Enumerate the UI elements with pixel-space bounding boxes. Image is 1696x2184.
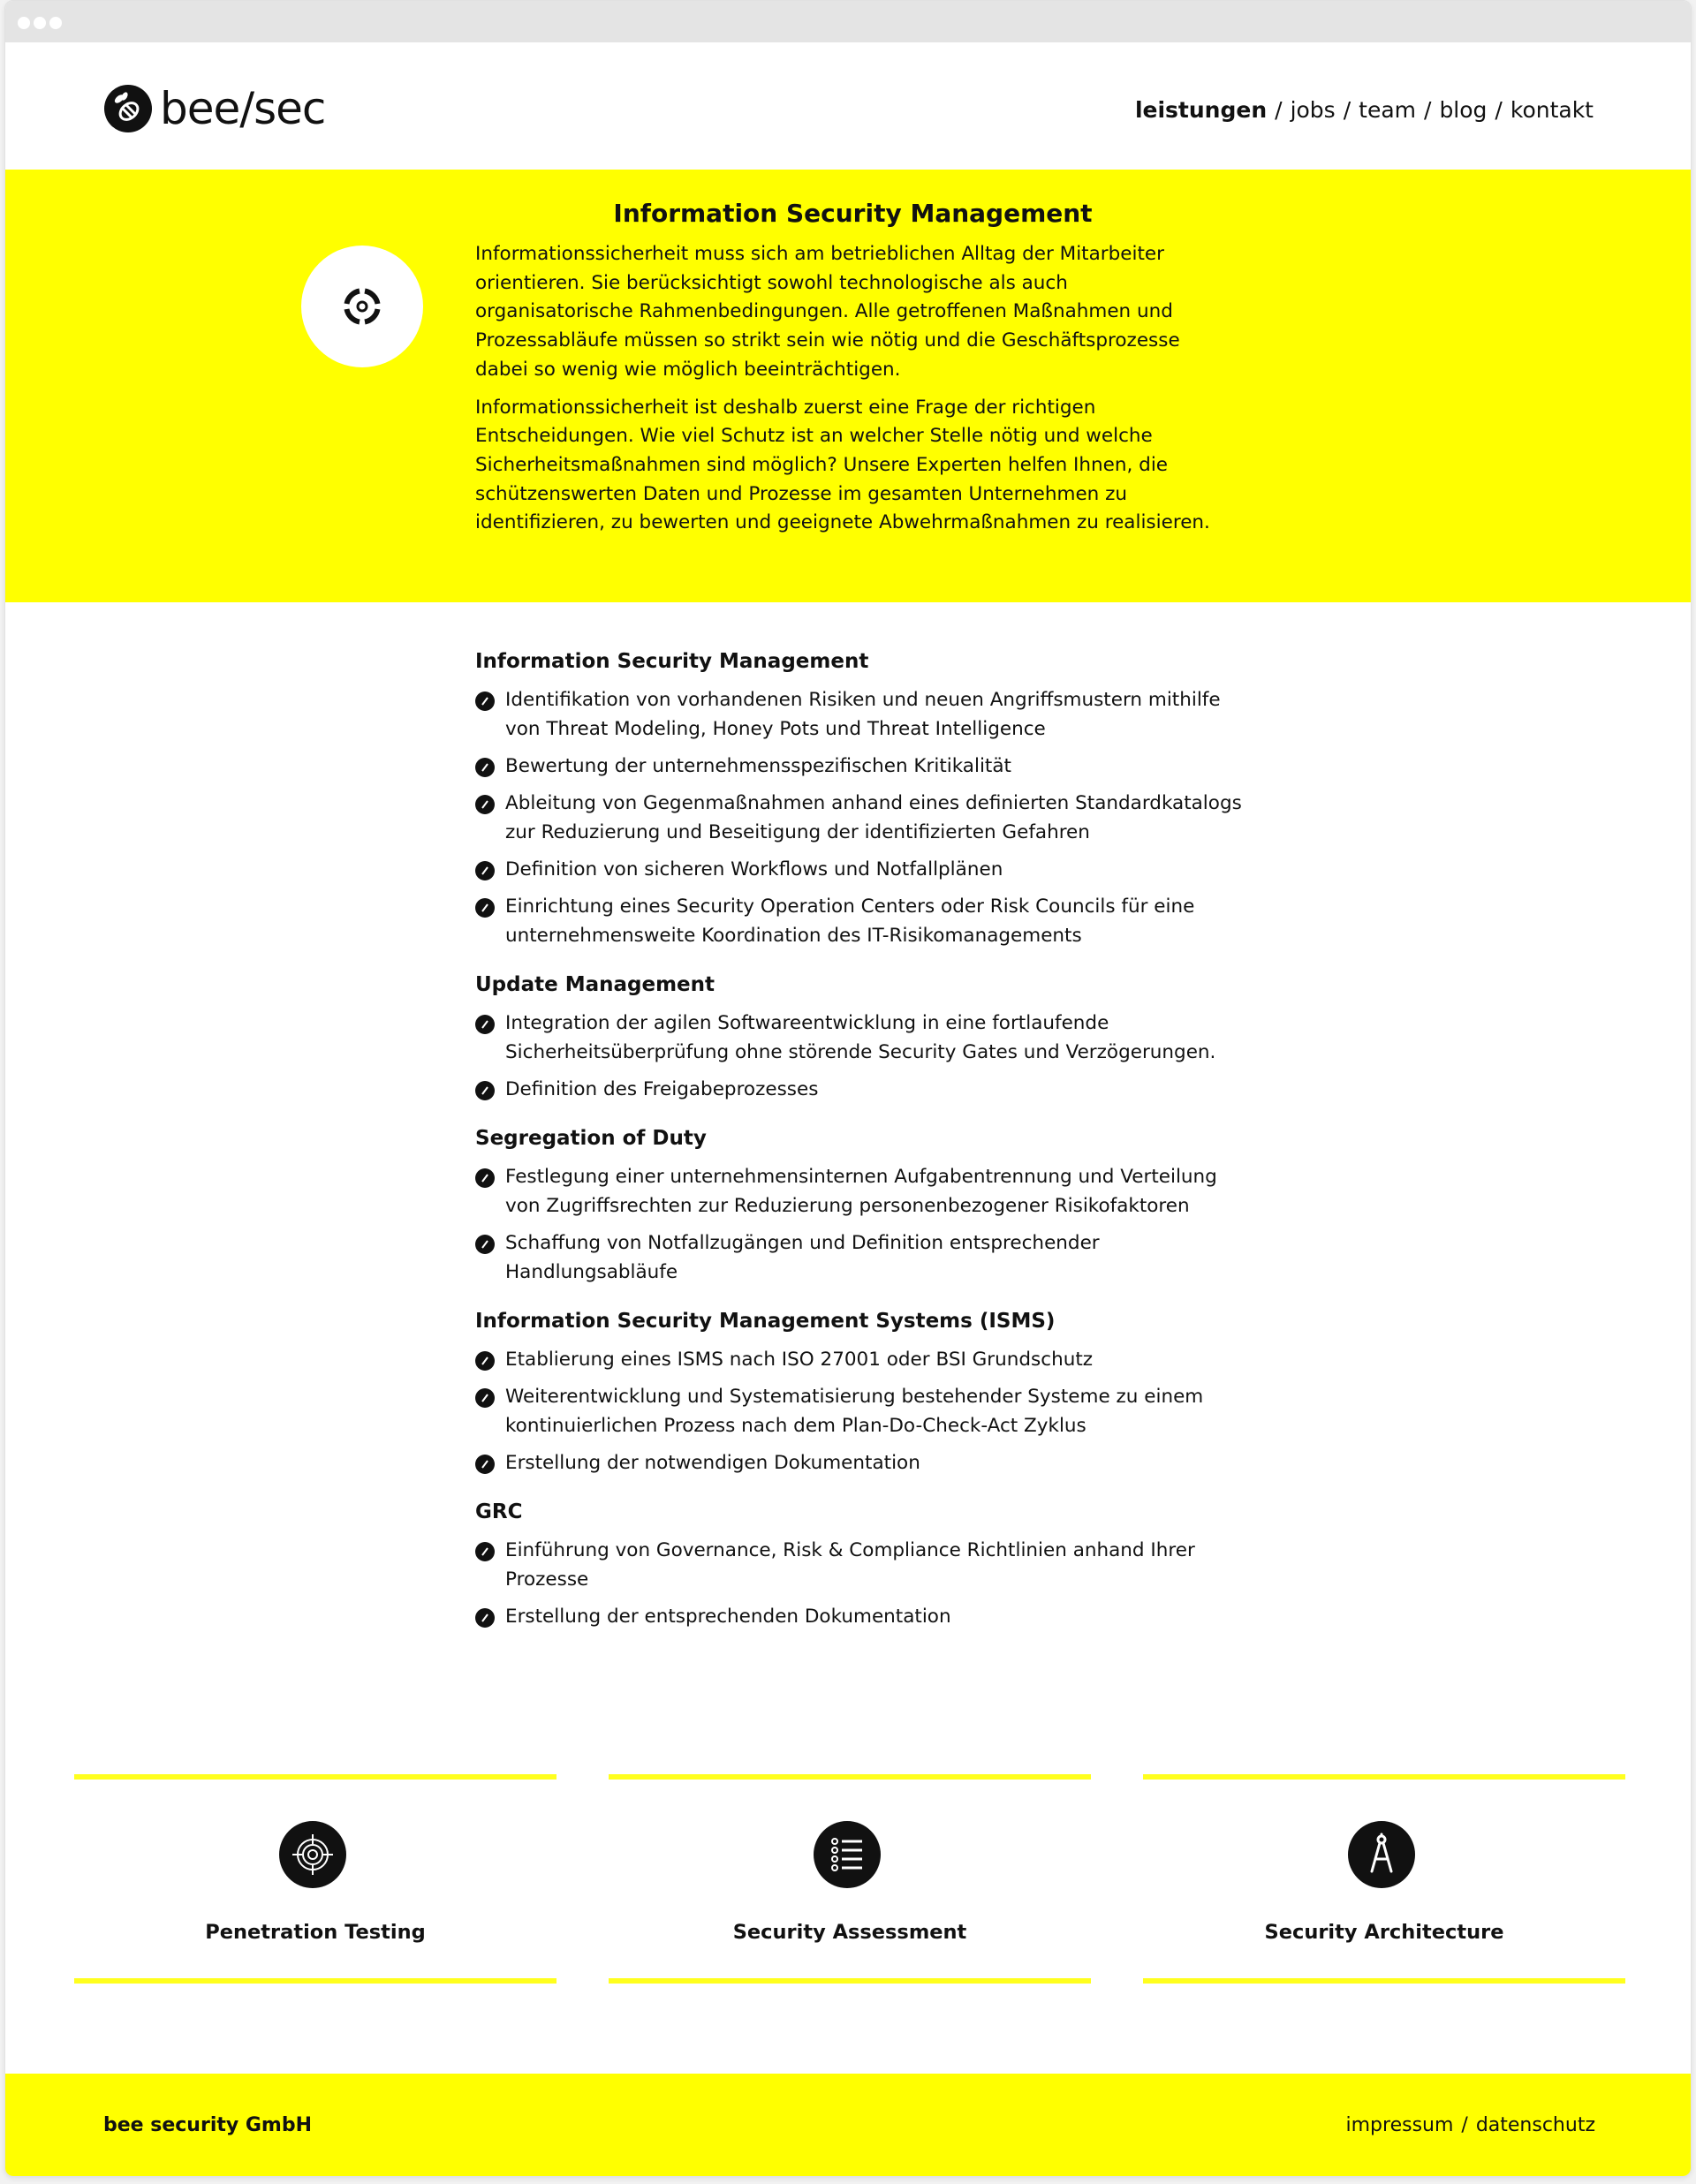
- card-icon-circle: [279, 1821, 346, 1888]
- list-item-text: Definition von sicheren Workflows und Notfallplänen: [505, 858, 1003, 880]
- company-name: bee security GmbH: [103, 2114, 313, 2136]
- hero-icon-circle: [301, 246, 423, 367]
- card-icon-circle: [1348, 1821, 1415, 1888]
- card-label: Security Architecture: [1264, 1921, 1504, 1944]
- nav-item-kontakt[interactable]: kontakt: [1510, 97, 1594, 123]
- list-item-text: Identifikation von vorhandenen Risiken und neuen Angriffsmustern mithilfe von Threat Modeling, Honey Pots und Threat Intelligence: [505, 689, 1221, 740]
- hero-text: [475, 240, 1217, 547]
- crosshair-target-icon: [291, 1833, 335, 1877]
- list-item: [475, 685, 1253, 744]
- list-item-text: Integration der agilen Softwareentwicklung in eine fortlaufende Sicherheitsüberprüfung ohne störende Security Gates und Verzögerungen.: [505, 1012, 1216, 1063]
- browser-chrome: [5, 1, 1691, 42]
- services-content: [475, 648, 1253, 1652]
- site-footer: [5, 2074, 1692, 2177]
- list-item: [475, 789, 1253, 847]
- nav-separator: /: [1343, 97, 1352, 123]
- nav-separator: /: [1275, 97, 1283, 123]
- list-item-text: Weiterentwicklung und Systematisierung bestehender Systeme zu einem kontinuierlichen Prozess nach dem Plan-Do-Check-Act Zyklus: [505, 1386, 1204, 1437]
- list-item-text: Erstellung der notwendigen Dokumentation: [505, 1452, 920, 1474]
- list-item-text: Ableitung von Gegenmaßnahmen anhand eines definierten Standardkatalogs zur Reduzierung und Beseitigung der identifizierten Gefahren: [505, 792, 1242, 843]
- page-title: Information Security Management: [613, 199, 1093, 228]
- section-list: [475, 1536, 1253, 1631]
- card-label: Penetration Testing: [205, 1921, 426, 1944]
- card-security-assessment[interactable]: [609, 1774, 1091, 1984]
- slash-bullet-icon: [475, 1081, 495, 1100]
- list-item: [475, 1536, 1253, 1594]
- list-item-text: Festlegung einer unternehmensinternen Aufgabentrennung und Verteilung von Zugriffsrechten zur Reduzierung personenbezogener Risikofaktoren: [505, 1166, 1217, 1217]
- site-header: [5, 42, 1691, 170]
- main-nav: [1135, 97, 1594, 123]
- list-item-text: Definition des Freigabeprozesses: [505, 1078, 819, 1100]
- window-dot[interactable]: [49, 17, 62, 29]
- browser-window: [4, 0, 1692, 2177]
- checklist-icon: [827, 1834, 867, 1875]
- list-item: [475, 855, 1253, 884]
- list-item: [475, 1345, 1253, 1374]
- logo-text: bee/sec: [160, 83, 326, 134]
- footer-separator: /: [1461, 2114, 1468, 2136]
- section-heading: Segregation of Duty: [475, 1127, 707, 1150]
- section-heading: Information Security Management: [475, 650, 869, 673]
- nav-item-jobs[interactable]: jobs: [1290, 97, 1336, 123]
- slash-bullet-icon: [475, 795, 495, 814]
- footer-link-datenschutz[interactable]: datenschutz: [1475, 2114, 1595, 2136]
- list-item: [475, 1228, 1253, 1287]
- card-penetration-testing[interactable]: [74, 1774, 556, 1984]
- slash-bullet-icon: [475, 1542, 495, 1561]
- section-list: [475, 685, 1253, 950]
- target-dashed-circle-icon: [338, 283, 386, 330]
- section-list: [475, 1162, 1253, 1287]
- compass-icon: [1362, 1833, 1401, 1877]
- list-item-text: Einrichtung eines Security Operation Centers oder Risk Councils für eine unternehmensweite Koordination des IT-Risikomanagements: [505, 896, 1195, 947]
- nav-item-blog[interactable]: blog: [1439, 97, 1488, 123]
- list-item: [475, 1009, 1253, 1067]
- nav-separator: /: [1424, 97, 1432, 123]
- slash-bullet-icon: [475, 1351, 495, 1371]
- hero-paragraph: Informationssicherheit ist deshalb zuerst eine Frage der richtigen Entscheidungen. Wie viel Schutz ist an welcher Stelle nötig und welche Sicherheitsmaßnahmen sind möglich? Unsere Experten helfen Ihnen, die schützenswerten Daten und Prozesse im gesamten Unternehmen zu identifizieren, zu bewerten und geeignete Abwehrmaßnahmen zu realisieren.: [475, 396, 1210, 534]
- section-heading: GRC: [475, 1500, 523, 1523]
- slash-bullet-icon: [475, 758, 495, 777]
- slash-bullet-icon: [475, 898, 495, 918]
- list-item: [475, 1382, 1253, 1440]
- window-dot[interactable]: [34, 17, 46, 29]
- card-security-architecture[interactable]: [1143, 1774, 1625, 1984]
- list-item: [475, 1448, 1253, 1477]
- related-services: [74, 1774, 1627, 1984]
- logo[interactable]: [103, 82, 325, 135]
- list-item-text: Bewertung der unternehmensspezifischen Kritikalität: [505, 755, 1011, 777]
- slash-bullet-icon: [475, 1388, 495, 1408]
- slash-bullet-icon: [475, 691, 495, 711]
- hero-section: [5, 170, 1691, 602]
- slash-bullet-icon: [475, 1235, 495, 1254]
- card-icon-circle: [814, 1821, 881, 1888]
- slash-bullet-icon: [475, 861, 495, 880]
- slash-bullet-icon: [475, 1168, 495, 1188]
- list-item: [475, 1162, 1253, 1220]
- footer-links: [1346, 2114, 1596, 2136]
- window-dot[interactable]: [18, 17, 30, 29]
- section-heading: Information Security Management Systems (ISMS): [475, 1310, 1056, 1333]
- section-heading: Update Management: [475, 973, 716, 996]
- section-list: [475, 1009, 1253, 1104]
- slash-bullet-icon: [475, 1015, 495, 1034]
- list-item: [475, 892, 1253, 950]
- list-item: [475, 1602, 1253, 1631]
- section-list: [475, 1345, 1253, 1477]
- slash-bullet-icon: [475, 1608, 495, 1628]
- card-label: Security Assessment: [732, 1921, 967, 1944]
- nav-item-team[interactable]: team: [1359, 97, 1416, 123]
- list-item-text: Einführung von Governance, Risk & Compliance Richtlinien anhand Ihrer Prozesse: [505, 1539, 1195, 1591]
- slash-bullet-icon: [475, 1455, 495, 1474]
- hero-paragraph: Informationssicherheit muss sich am betrieblichen Alltag der Mitarbeiter orientieren. Sie berücksichtigt sowohl technologische als auch organisatorische Rahmenbedingungen. Alle getroffenen Maßnahmen und Prozessabläufe müssen so strikt sein wie nötig und die Geschäftsprozesse dabei so wenig wie möglich beeinträchtigen.: [475, 243, 1180, 381]
- footer-link-impressum[interactable]: impressum: [1345, 2114, 1454, 2136]
- list-item-text: Schaffung von Notfallzugängen und Definition entsprechender Handlungsabläufe: [505, 1232, 1100, 1283]
- nav-separator: /: [1495, 97, 1503, 123]
- bee-logo-icon: [103, 84, 153, 133]
- list-item: [475, 752, 1253, 781]
- list-item-text: Erstellung der entsprechenden Dokumentation: [505, 1606, 951, 1628]
- nav-item-leistungen[interactable]: leistungen: [1134, 97, 1268, 123]
- list-item: [475, 1075, 1253, 1104]
- list-item-text: Etablierung eines ISMS nach ISO 27001 oder BSI Grundschutz: [505, 1349, 1094, 1371]
